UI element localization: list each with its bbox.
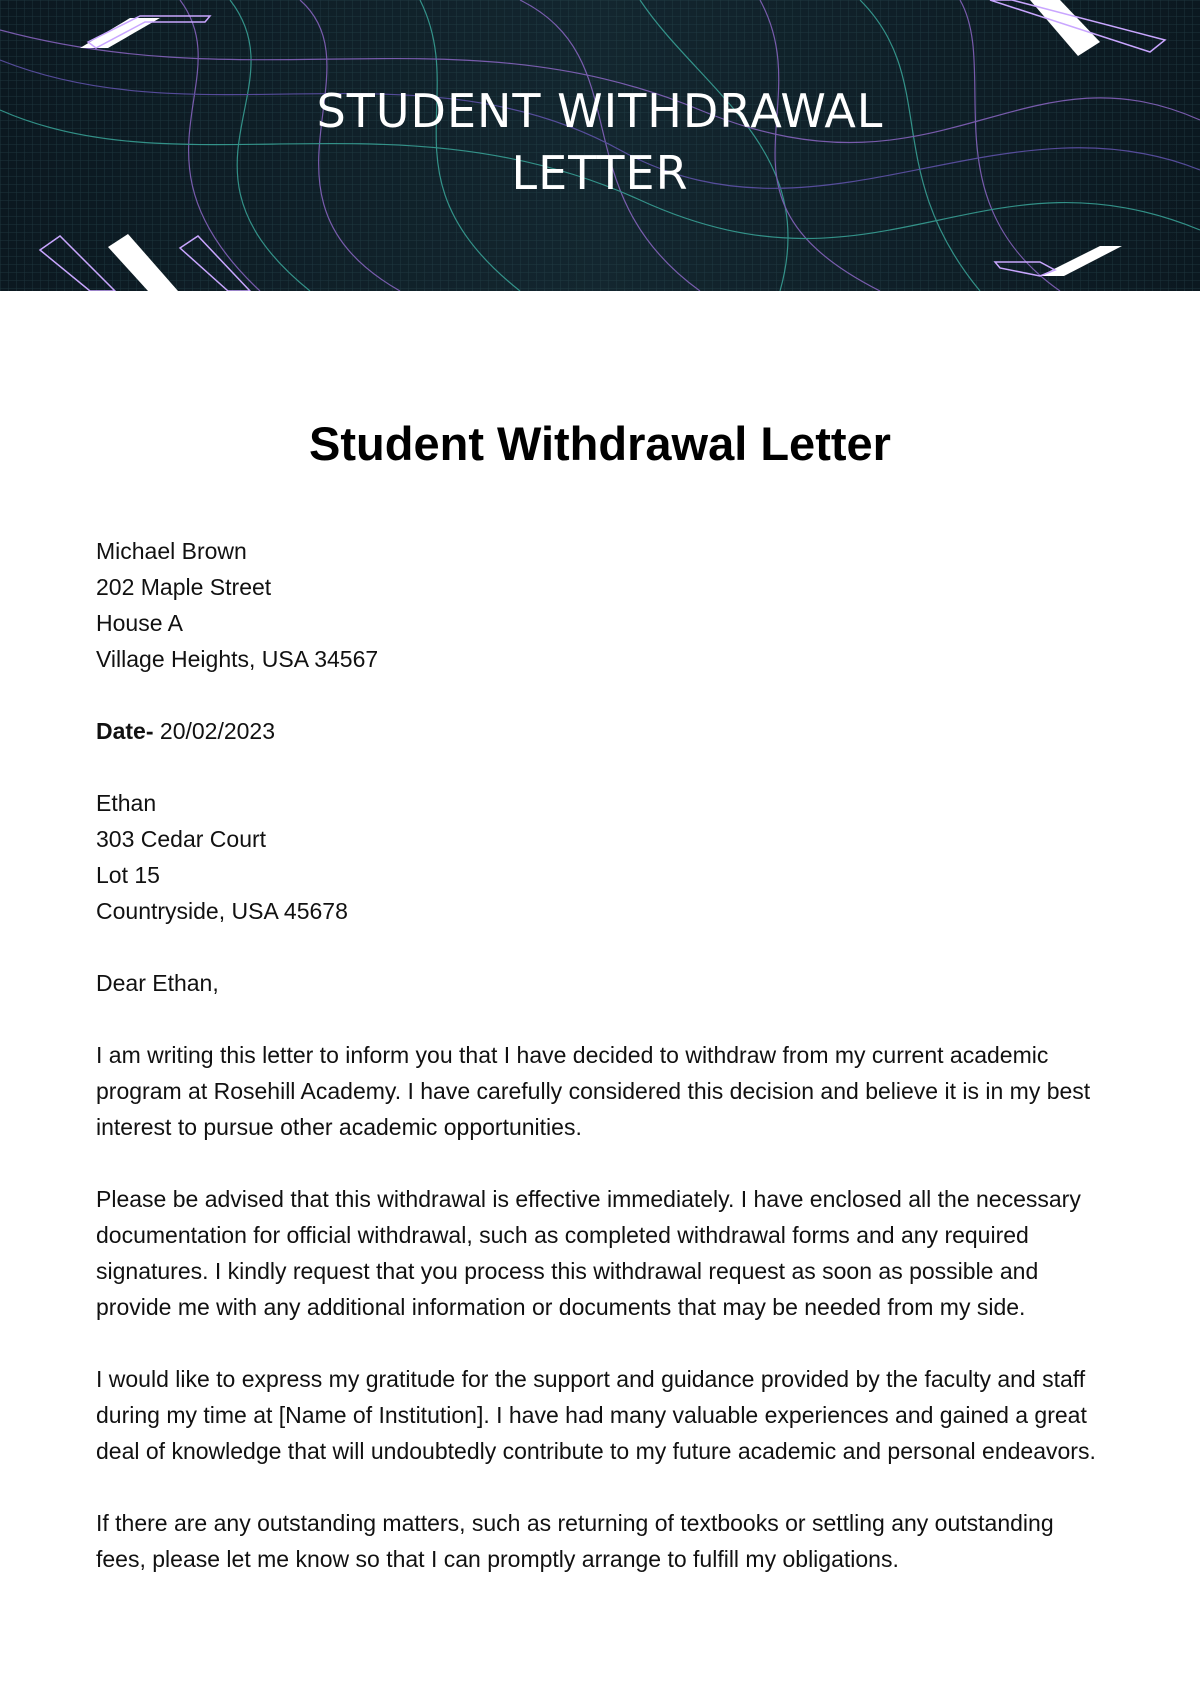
recipient-address	[96, 785, 1096, 929]
salutation: Dear Ethan,	[96, 970, 219, 996]
recipient-name: Ethan	[96, 790, 157, 816]
banner-title-line-1: STUDENT WITHDRAWAL	[316, 84, 884, 138]
sender-city: Village Heights, USA 34567	[96, 646, 379, 672]
recipient-street: 303 Cedar Court	[96, 826, 267, 852]
sender-unit: House A	[96, 610, 183, 636]
recipient-city: Countryside, USA 45678	[96, 898, 348, 924]
date-label: Date-	[96, 718, 154, 744]
date-line	[96, 713, 1096, 749]
body-paragraph: Please be advised that this withdrawal is effective immediately. I have enclosed all the necessary documentation for official withdrawal, such as completed withdrawal forms and any required signatures. I kindly request that you process this withdrawal request as soon as possible and provide me with any additional information or documents that may be needed from my side.	[96, 1186, 1081, 1320]
banner-title	[0, 80, 1200, 204]
letter-body	[96, 533, 1096, 1613]
recipient-unit: Lot 15	[96, 862, 160, 888]
header-banner	[0, 0, 1200, 291]
sender-address	[96, 533, 1096, 677]
date-value: 20/02/2023	[159, 718, 276, 744]
body-paragraph: I would like to express my gratitude for the support and guidance provided by the faculty and staff during my time at [Name of Institution]. I have had many valuable experiences and gained a great deal of knowledge that will undoubtedly contribute to my future academic and personal endeavors.	[96, 1366, 1096, 1464]
banner-title-line-2: LETTER	[511, 146, 689, 200]
body-paragraph: If there are any outstanding matters, such as returning of textbooks or settling any outstanding fees, please let me know so that I can promptly arrange to fulfill my obligations.	[96, 1510, 1054, 1572]
sender-name: Michael Brown	[96, 538, 247, 564]
document-title: Student Withdrawal Letter	[309, 417, 891, 470]
sender-street: 202 Maple Street	[96, 574, 272, 600]
body-paragraph: I am writing this letter to inform you that I have decided to withdraw from my current academic program at Rosehill Academy. I have carefully considered this decision and believe it is in my best interest to pursue other academic opportunities.	[96, 1042, 1091, 1140]
